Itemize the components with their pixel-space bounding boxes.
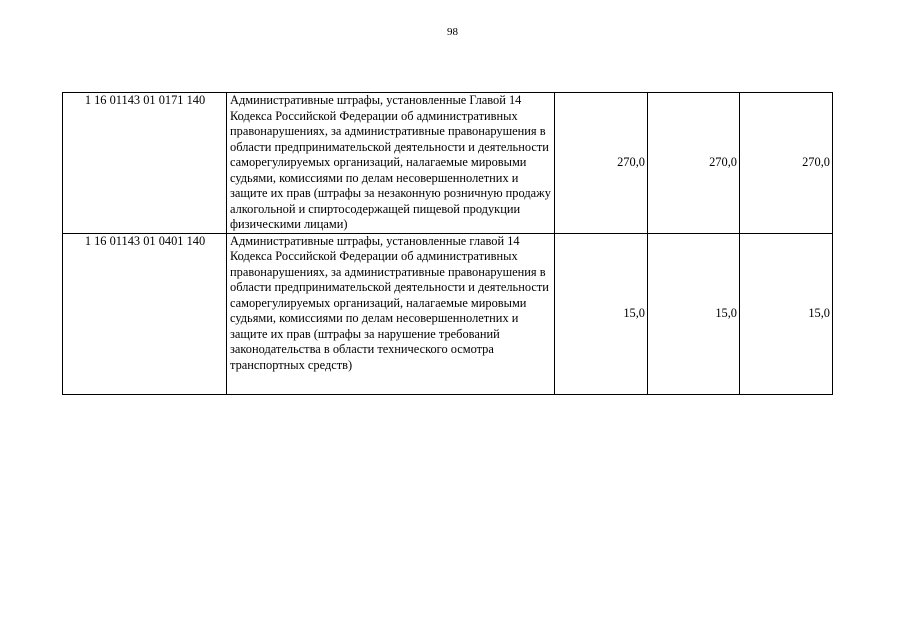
- table-row: [63, 233, 833, 395]
- amount-cell: 15,0: [740, 233, 833, 395]
- amount-cell: 270,0: [555, 93, 648, 234]
- page-number: 98: [447, 26, 458, 38]
- amount-cell: 15,0: [648, 233, 740, 395]
- amount-cell: 270,0: [648, 93, 740, 234]
- revenue-description: Административные штрафы, установленные Главой 14 Кодекса Российской Федерации об административных правонарушениях, за административные правонарушения в области предпринимательской деятельности и деятельности саморегулируемых организаций, налагаемые мировыми судьями, комиссиями по делам несовершеннолетних и защите их прав (штрафы за незаконную розничную продажу алкогольной и спиртосодержащей пищевой продукции физическими лицами): [227, 93, 555, 234]
- table-row: [63, 93, 833, 234]
- budget-classification-code: 1 16 01143 01 0401 140: [63, 233, 227, 395]
- amount-cell: 15,0: [555, 233, 648, 395]
- budget-table: [62, 92, 833, 395]
- revenue-description: Административные штрафы, установленные главой 14 Кодекса Российской Федерации об административных правонарушениях, за административные правонарушения в области предпринимательской деятельности и деятельности саморегулируемых организаций, налагаемые мировыми судьями, комиссиями по делам несовершеннолетних и защите их прав (штрафы за нарушение требований законодательства в области технического осмотра транспортных средств): [227, 233, 555, 395]
- budget-classification-code: 1 16 01143 01 0171 140: [63, 93, 227, 234]
- amount-cell: 270,0: [740, 93, 833, 234]
